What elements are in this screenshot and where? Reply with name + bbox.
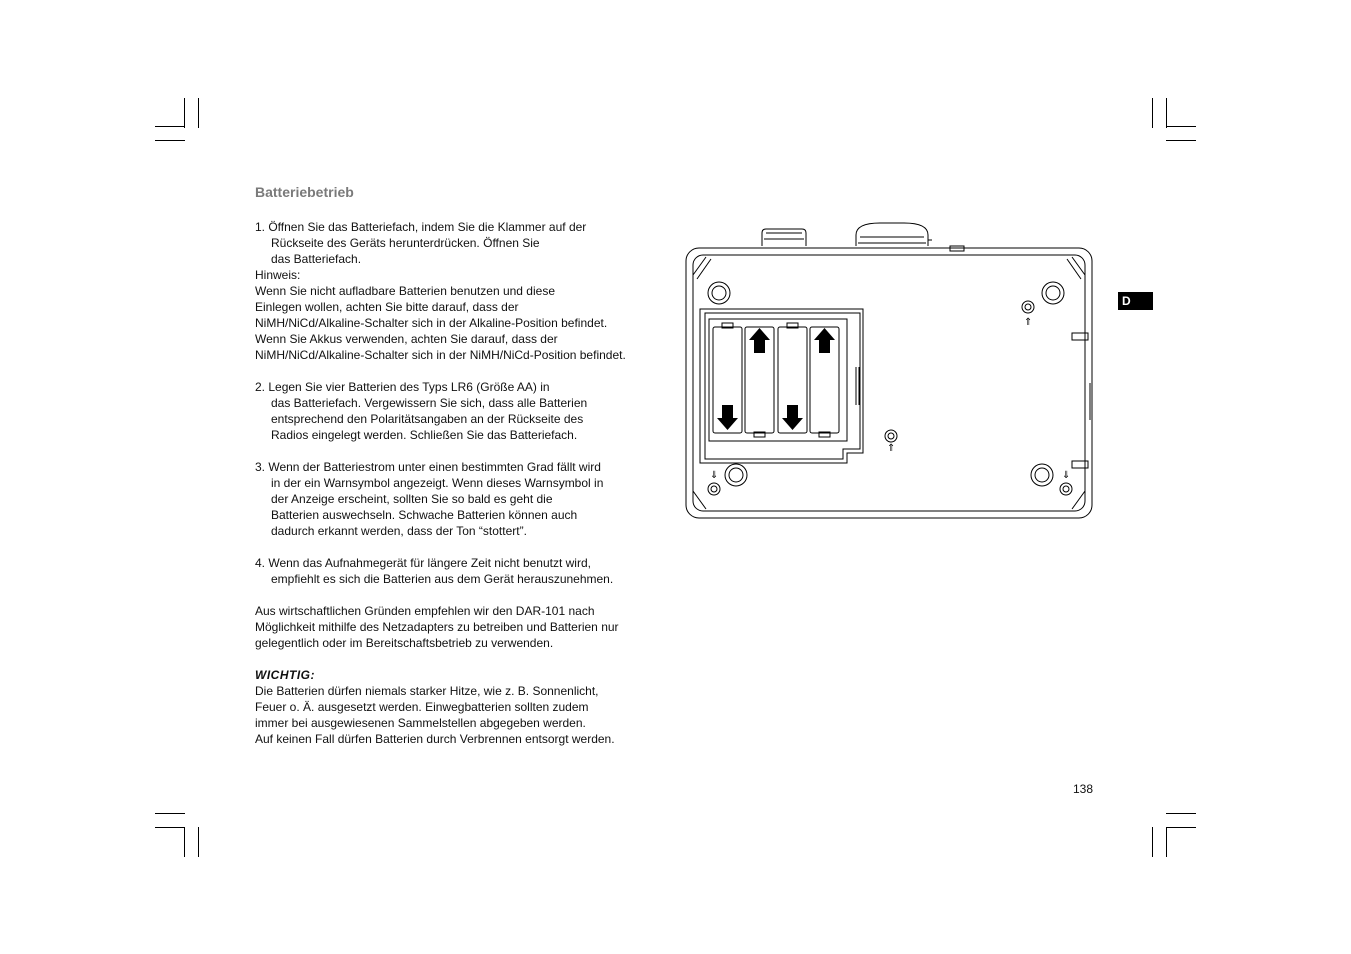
warning-line: Die Batterien dürfen niemals starker Hitze, wie z. B. Sonnenlicht, bbox=[255, 684, 599, 698]
foot-bottom-left bbox=[725, 464, 747, 486]
step-3-line: der Anzeige erscheint, sollten Sie so bald es geht die bbox=[271, 492, 553, 506]
step-3-line: 3. Wenn der Batteriestrom unter einen bestimmten Grad fällt wird bbox=[255, 460, 601, 474]
arrow-down-icon bbox=[717, 405, 738, 430]
section-title: Batteriebetrieb bbox=[255, 184, 354, 200]
arrow-down-icon: ⇓ bbox=[710, 470, 719, 481]
warning-title: WICHTIG: bbox=[255, 668, 315, 682]
screw-top-right bbox=[1022, 301, 1034, 313]
warning-line: Feuer o. Ä. ausgesetzt werden. Einwegbatterien sollten zudem bbox=[255, 700, 589, 714]
crop-mark bbox=[1166, 813, 1196, 814]
note-label: Hinweis: bbox=[255, 268, 301, 282]
crop-mark bbox=[184, 98, 185, 128]
step-2-line: 2. Legen Sie vier Batterien des Typs LR6 (Größe AA) in bbox=[255, 380, 550, 394]
knob-right bbox=[856, 223, 932, 246]
arrow-up-icon bbox=[749, 328, 770, 353]
arrow-down-icon: ⇓ bbox=[1062, 470, 1071, 481]
crop-mark bbox=[198, 827, 199, 857]
radio-body-inner bbox=[693, 255, 1085, 511]
arrow-up-icon bbox=[814, 328, 835, 353]
note-line: Wenn Sie nicht aufladbare Batterien benutzen und diese bbox=[255, 284, 555, 298]
warning-line: Auf keinen Fall dürfen Batterien durch Verbrennen entsorgt werden. bbox=[255, 732, 615, 746]
radio-back-illustration bbox=[680, 215, 1100, 525]
corner-details bbox=[693, 257, 1085, 509]
crop-mark bbox=[1166, 827, 1167, 857]
step-4-line: empfiehlt es sich die Batterien aus dem Gerät herauszunehmen. bbox=[271, 572, 614, 586]
step-3-line: dadurch erkannt werden, dass der Ton “stottert”. bbox=[271, 524, 527, 538]
crop-mark bbox=[1152, 98, 1153, 128]
crop-mark bbox=[155, 140, 185, 141]
note-line: Einlegen wollen, achten Sie bitte darauf, dass der bbox=[255, 300, 519, 314]
crop-mark bbox=[155, 827, 185, 828]
crop-mark bbox=[184, 827, 185, 857]
crop-mark bbox=[1166, 827, 1196, 828]
note-line: NiMH/NiCd/Alkaline-Schalter sich in der NiMH/NiCd-Position befindet. bbox=[255, 348, 626, 362]
note-line: Wenn Sie Akkus verwenden, achten Sie darauf, dass der bbox=[255, 332, 558, 346]
body-text bbox=[255, 219, 675, 747]
step-1-line: 1. Öffnen Sie das Batteriefach, indem Sie die Klammer auf der bbox=[255, 220, 587, 234]
step-4-line: 4. Wenn das Aufnahmegerät für längere Zeit nicht benutzt wird, bbox=[255, 556, 591, 570]
economy-line: Aus wirtschaftlichen Gründen empfehlen wir den DAR-101 nach bbox=[255, 604, 595, 618]
crop-mark bbox=[1166, 98, 1167, 128]
crop-mark bbox=[1166, 140, 1196, 141]
arrow-up-icon: ⇑ bbox=[887, 443, 896, 454]
step-2-line: das Batteriefach. Vergewissern Sie sich, dass alle Batterien bbox=[271, 396, 588, 410]
foot-top-left bbox=[708, 282, 730, 304]
crop-mark bbox=[1152, 827, 1153, 857]
note-line: NiMH/NiCd/Alkaline-Schalter sich in der Alkaline-Position befindet. bbox=[255, 316, 608, 330]
foot-top-right bbox=[1042, 282, 1064, 304]
step-2-line: Radios eingelegt werden. Schließen Sie das Batteriefach. bbox=[271, 428, 578, 442]
page-number: 138 bbox=[1073, 782, 1094, 796]
battery-cells bbox=[713, 323, 839, 437]
warning-line: immer bei ausgewiesenen Sammelstellen abgegeben werden. bbox=[255, 716, 586, 730]
step-1-line: Rückseite des Geräts herunterdrücken. Öffnen Sie bbox=[271, 236, 540, 250]
crop-mark bbox=[155, 126, 185, 127]
screw-bottom-right bbox=[1060, 483, 1072, 495]
crop-mark bbox=[155, 813, 185, 814]
step-3-line: in der ein Warnsymbol angezeigt. Wenn dieses Warnsymbol in bbox=[271, 476, 604, 490]
arrow-up-icon: ⇑ bbox=[1024, 317, 1033, 328]
economy-line: gelegentlich oder im Bereitschaftsbetrieb zu verwenden. bbox=[255, 636, 554, 650]
foot-bottom-right bbox=[1031, 464, 1053, 486]
screw-middle bbox=[885, 430, 897, 442]
arrow-down-icon bbox=[782, 405, 803, 430]
step-2-line: entsprechend den Polaritätsangaben an der Rückseite des bbox=[271, 412, 584, 426]
crop-mark bbox=[1166, 126, 1196, 127]
step-1-line: das Batteriefach. bbox=[271, 252, 362, 266]
knob-left bbox=[762, 229, 806, 246]
step-3-line: Batterien auswechseln. Schwache Batterien können auch bbox=[271, 508, 578, 522]
language-tab: D bbox=[1118, 292, 1153, 310]
crop-mark bbox=[198, 98, 199, 128]
economy-line: Möglichkeit mithilfe des Netzadapters zu betreiben und Batterien nur bbox=[255, 620, 619, 634]
screw-bottom-left bbox=[708, 483, 720, 495]
side-connectors bbox=[1072, 333, 1092, 468]
